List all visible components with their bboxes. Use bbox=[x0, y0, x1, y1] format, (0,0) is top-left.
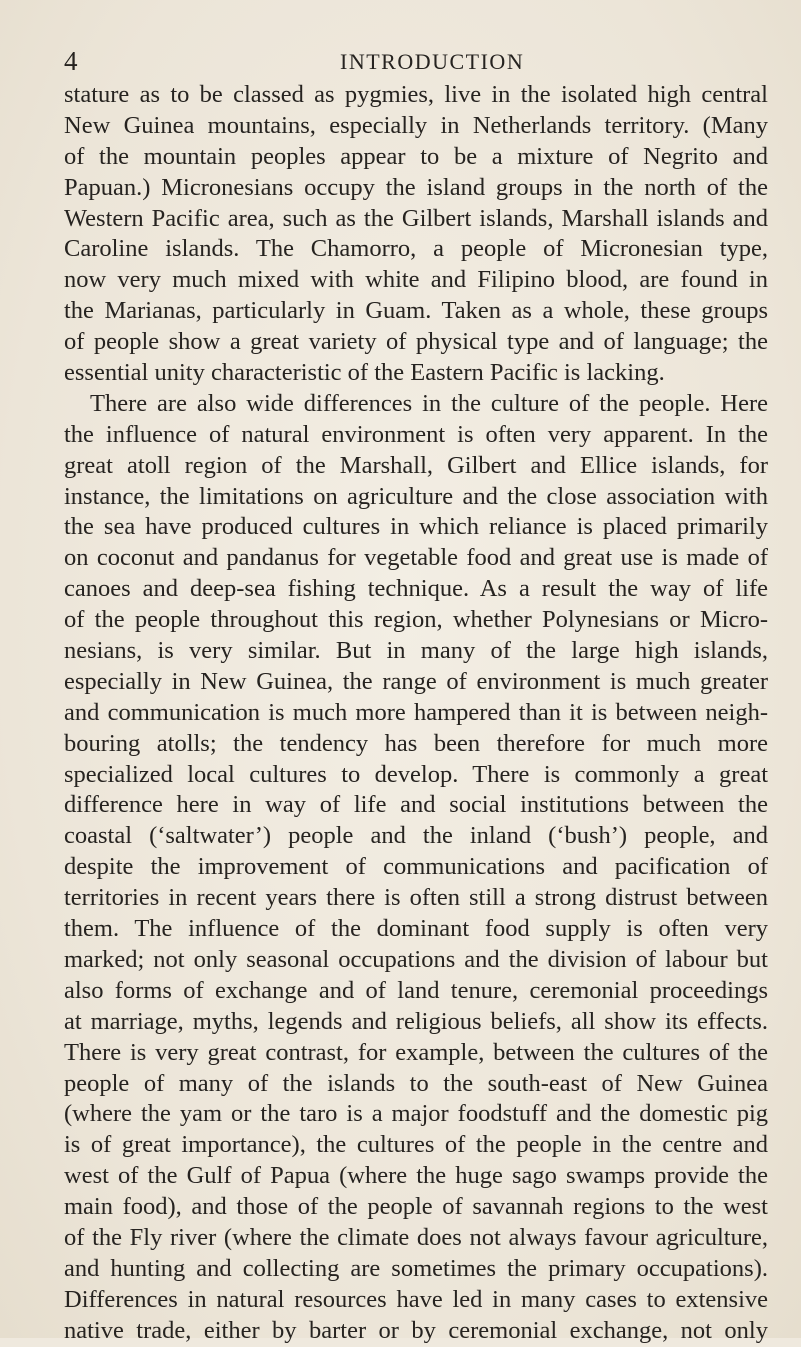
text-line: at marriage, myths, legends and religious beliefs, all show its effects. bbox=[64, 1007, 768, 1035]
text-line: west of the Gulf of Papua (where the huge sago swamps provide the bbox=[64, 1162, 768, 1190]
text-line: despite the improvement of communications and pacification of bbox=[64, 853, 768, 881]
running-head-title: INTRODUCTION bbox=[340, 49, 525, 74]
text-line: is of great importance), the cultures of the people in the centre and bbox=[64, 1131, 768, 1159]
text-line: them. The influence of the dominant food supply is often very bbox=[64, 915, 768, 943]
text-line: the Marianas, particularly in Guam. Taken as a whole, these groups bbox=[64, 297, 768, 325]
paragraph bbox=[64, 389, 768, 1347]
text-line: territories in recent years there is often still a strong distrust between bbox=[64, 884, 768, 912]
body-text bbox=[64, 80, 768, 1347]
text-line: native trade, either by barter or by ceremonial exchange, not only bbox=[64, 1316, 768, 1344]
text-line: people of many of the islands to the south-east of New Guinea bbox=[64, 1069, 768, 1097]
text-line: marked; not only seasonal occupations and the division of labour but bbox=[64, 945, 768, 973]
text-line: and communication is much more hampered than it is between neigh- bbox=[64, 698, 768, 726]
paragraph bbox=[64, 80, 768, 389]
text-line: of people show a great variety of physical type and of language; the bbox=[64, 328, 768, 356]
text-line: There is very great contrast, for example, between the cultures of the bbox=[64, 1038, 768, 1066]
text-line: stature as to be classed as pygmies, live in the isolated high central bbox=[64, 81, 768, 108]
text-line: especially in New Guinea, the range of environment is much greater bbox=[64, 667, 768, 695]
text-line: the influence of natural environment is often very apparent. In the bbox=[64, 420, 768, 448]
text-line: specialized local cultures to develop. There is commonly a great bbox=[64, 760, 768, 788]
text-line: Papuan.) Micronesians occupy the island groups in the north of the bbox=[64, 173, 768, 201]
text-line: There are also wide differences in the culture of the people. Here bbox=[90, 389, 768, 417]
text-line: bouring atolls; the tendency has been therefore for much more bbox=[64, 729, 768, 757]
text-line: of the people throughout this region, whether Polynesians or Micro- bbox=[64, 606, 768, 634]
text-line: Western Pacific area, such as the Gilbert islands, Marshall islands and bbox=[64, 204, 768, 232]
text-line: and hunting and collecting are sometimes the primary occupations). bbox=[64, 1254, 768, 1282]
running-head bbox=[64, 46, 744, 76]
text-line: of the Fly river (where the climate does not always favour agriculture, bbox=[64, 1223, 768, 1251]
text-line: essential unity characteristic of the Eastern Pacific is lacking. bbox=[64, 359, 665, 387]
text-line: coastal (‘saltwater’) people and the inland (‘bush’) people, and bbox=[64, 822, 768, 850]
text-line: great atoll region of the Marshall, Gilbert and Ellice islands, for bbox=[64, 451, 768, 479]
text-line: the sea have produced cultures in which reliance is placed primarily bbox=[64, 513, 768, 541]
text-line: Caroline islands. The Chamorro, a people of Micronesian type, bbox=[64, 235, 768, 263]
text-line: difference here in way of life and social institutions between the bbox=[64, 791, 768, 819]
text-line: New Guinea mountains, especially in Netherlands territory. (Many bbox=[64, 111, 768, 139]
text-line: main food), and those of the people of savannah regions to the west bbox=[64, 1193, 768, 1221]
text-line: of the mountain peoples appear to be a mixture of Negrito and bbox=[64, 142, 768, 170]
text-line: on coconut and pandanus for vegetable food and great use is made of bbox=[64, 544, 768, 572]
text-line: (where the yam or the taro is a major foodstuff and the domestic pig bbox=[64, 1100, 768, 1128]
text-line: also forms of exchange and of land tenure, ceremonial proceedings bbox=[64, 976, 768, 1004]
text-line: canoes and deep-sea fishing technique. As a result the way of life bbox=[64, 575, 768, 603]
page-number: 4 bbox=[64, 46, 78, 76]
text-line: now very much mixed with white and Filipino blood, are found in bbox=[64, 266, 768, 294]
text-line: instance, the limitations on agriculture and the close association with bbox=[64, 482, 768, 510]
text-line: nesians, is very similar. But in many of the large high islands, bbox=[64, 637, 768, 665]
text-line: Differences in natural resources have led in many cases to extensive bbox=[64, 1285, 768, 1313]
